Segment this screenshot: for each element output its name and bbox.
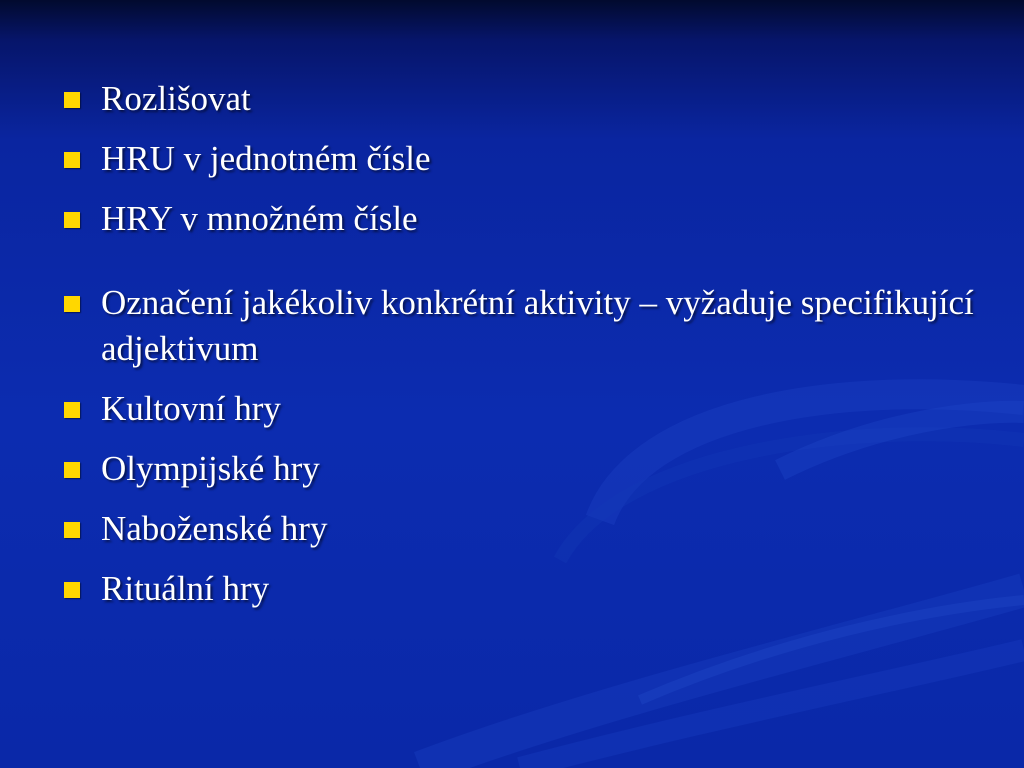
bullet-square-icon — [64, 402, 80, 418]
bullet-square-icon — [64, 92, 80, 108]
bullet-text: Rituální hry — [101, 569, 270, 608]
bullet-text: Označení jakékoliv konkrétní aktivity – vyžaduje specifikující adjektivum — [101, 283, 974, 368]
bullet-square-icon — [64, 296, 80, 312]
bullet-square-icon — [64, 522, 80, 538]
bullet-item-4 — [64, 280, 984, 372]
bullet-square-icon — [64, 462, 80, 478]
bullet-text: Naboženské hry — [101, 509, 328, 548]
bullet-text: Kultovní hry — [101, 389, 281, 428]
bullet-text: Rozlišovat — [101, 79, 251, 118]
bullet-square-icon — [64, 582, 80, 598]
bullet-text: Olympijské hry — [101, 449, 320, 488]
bullet-text: HRU v jednotném čísle — [101, 139, 431, 178]
bullet-list — [64, 76, 984, 626]
bullet-item-8 — [64, 566, 984, 612]
bullet-item-7 — [64, 506, 984, 552]
bullet-square-icon — [64, 212, 80, 228]
bullet-square-icon — [64, 152, 80, 168]
bullet-item-6 — [64, 446, 984, 492]
bullet-item-2 — [64, 136, 984, 182]
bullet-item-5 — [64, 386, 984, 432]
bullet-item-3 — [64, 196, 984, 242]
bullet-item-1 — [64, 76, 984, 122]
bullet-text: HRY v množném čísle — [101, 199, 418, 238]
